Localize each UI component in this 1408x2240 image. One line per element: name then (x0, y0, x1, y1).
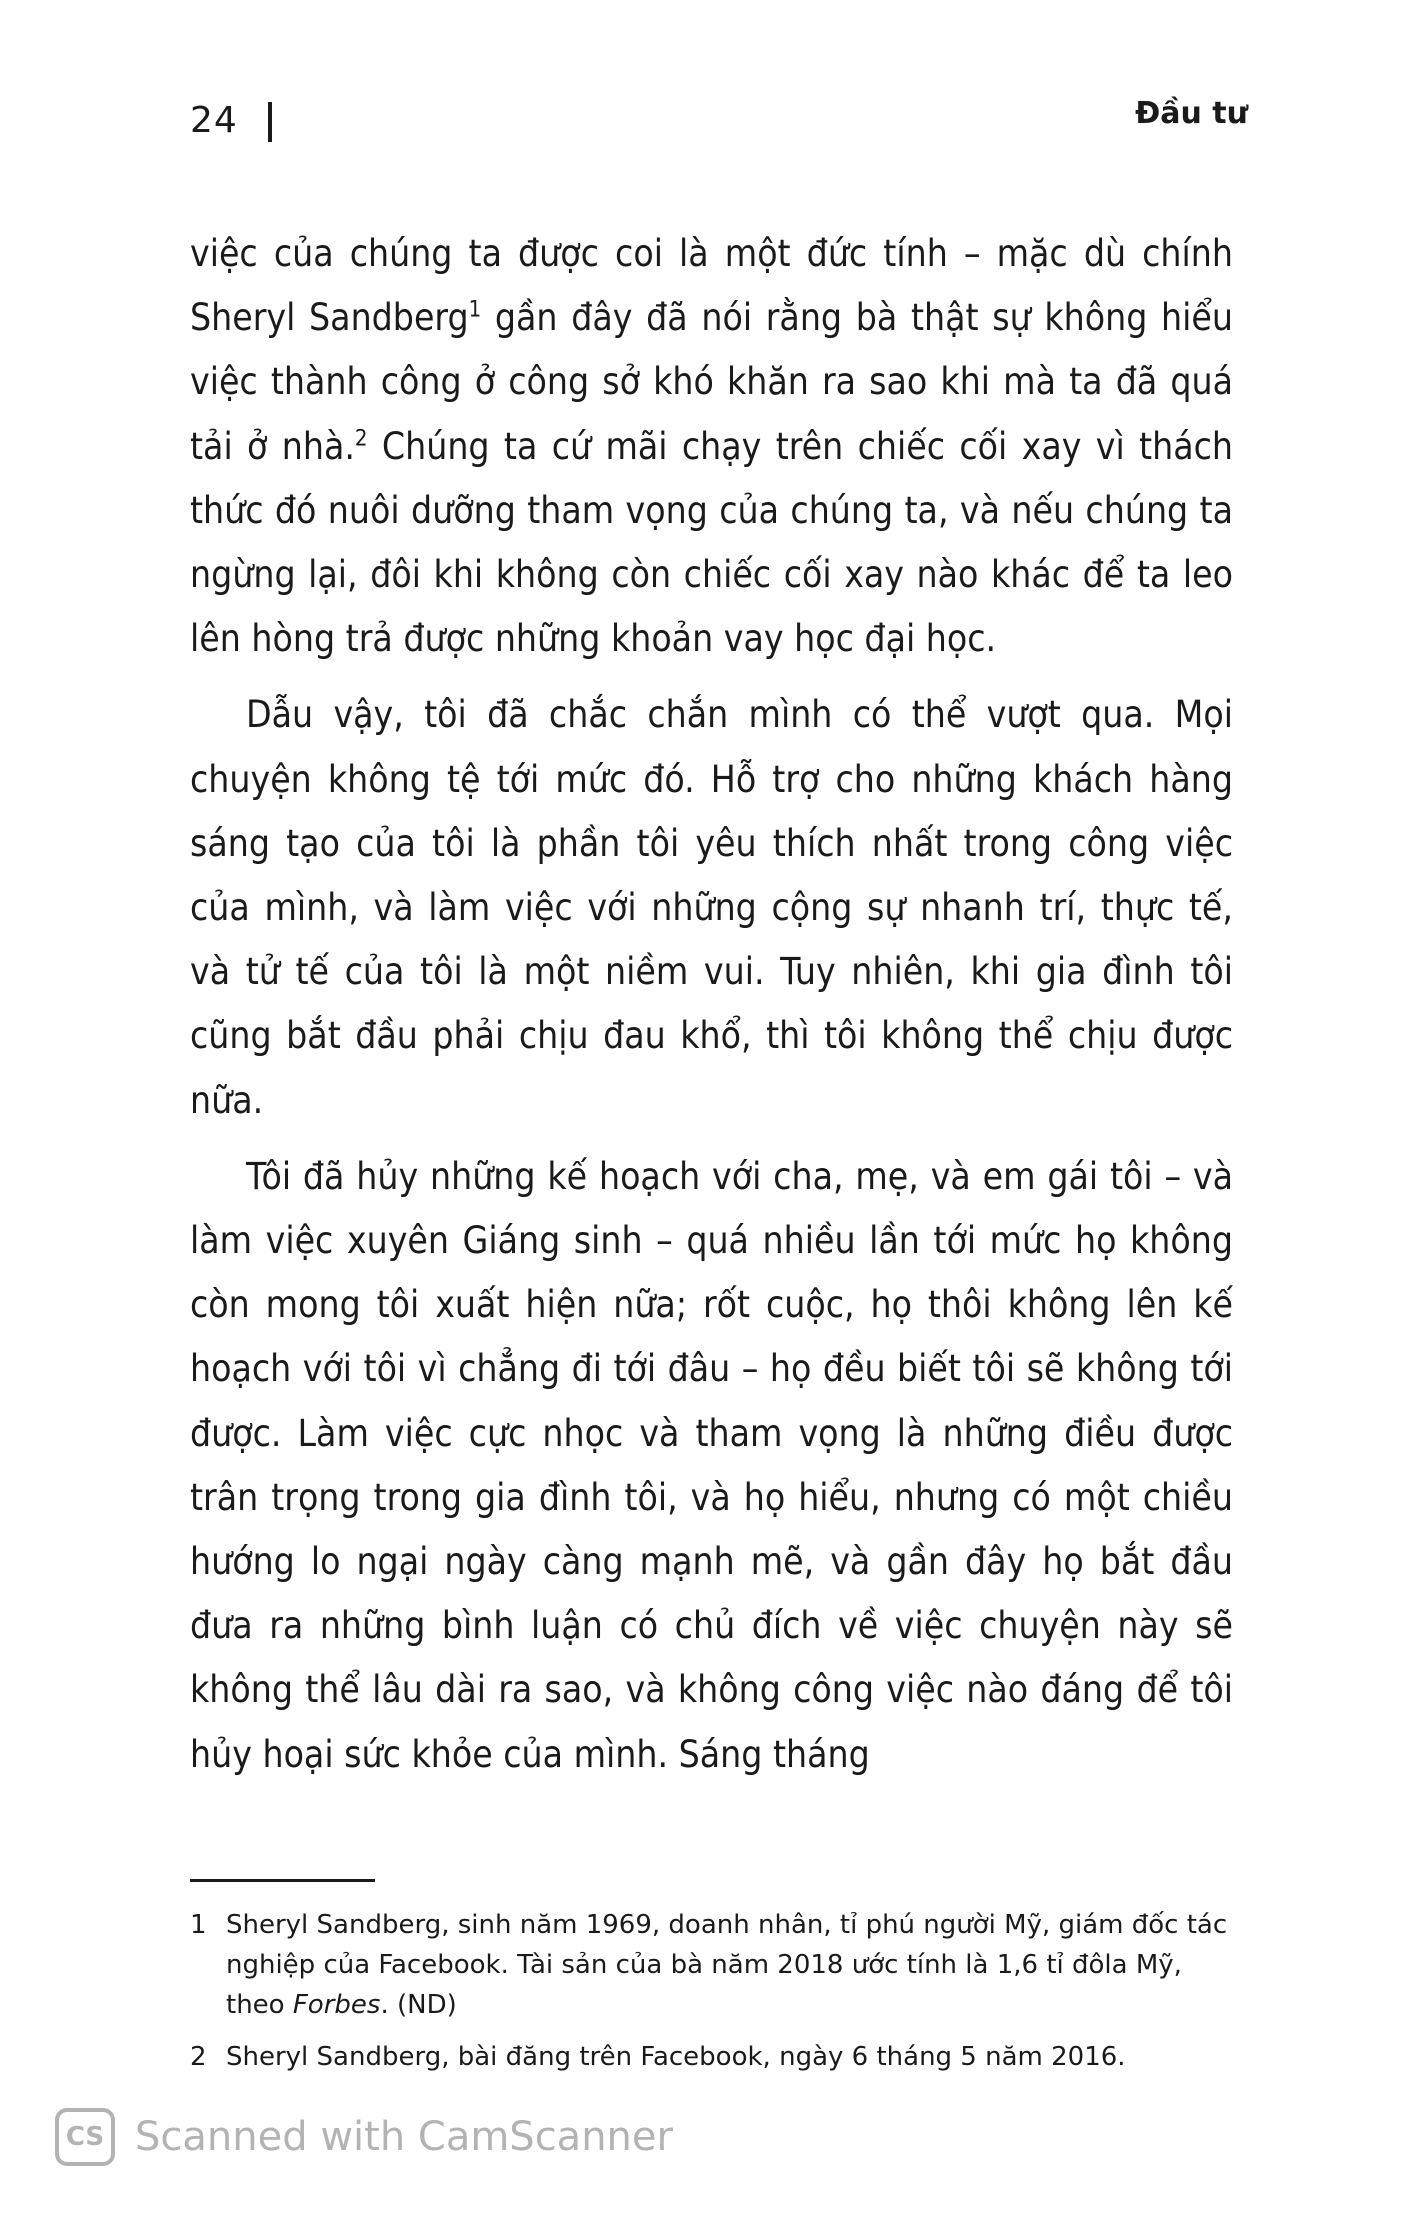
footnote-text: Sheryl Sandberg, bài đăng trên Facebook, ngày 6 tháng 5 năm 2016. (226, 2042, 1126, 2072)
paragraph-1 (190, 222, 1233, 671)
footnote-1 (190, 1905, 1230, 2025)
paragraph-1-part-c: Chúng ta cứ mãi chạy trên chiếc cối xay vì thách thức đó nuôi dưỡng tham vọng của chúng ta, và nếu chúng ta ngừng lại, đôi khi không còn chiếc cối xay nào khác để ta leo lên hòng trả được những khoản vay học đại học. (190, 424, 1233, 661)
paragraph-3: Tôi đã hủy những kế hoạch với cha, mẹ, và em gái tôi – và làm việc xuyên Giáng sinh – quá nhiều lần tới mức họ không còn mong tôi xuất hiện nữa; rốt cuộc, họ thôi không lên kế hoạch với tôi vì chẳng đi tới đâu – họ đều biết tôi sẽ không tới được. Làm việc cực nhọc và tham vọng là những điều được trân trọng trong gia đình tôi, và họ hiểu, nhưng có một chiều hướng lo ngại ngày càng mạnh mẽ, và gần đây họ bắt đầu đưa ra những bình luận có chủ đích về việc chuyện này sẽ không thể lâu dài ra sao, và không công việc nào đáng để tôi hủy hoại sức khỏe của mình. Sáng tháng (190, 1154, 1233, 1776)
footnote-italic-source: Forbes (292, 1990, 381, 2020)
page-number: 24 (190, 100, 238, 141)
footnote-number: 1 (190, 1910, 207, 1940)
footnote-ref-1: 1 (468, 297, 482, 323)
camscanner-logo-icon: CS (55, 2108, 115, 2166)
header-divider (268, 102, 272, 142)
page-header (190, 92, 1248, 152)
paragraph-1-part-b: gần đây đã nói rằng bà thật sự không hiểu việc thành công ở công sở khó khăn ra sao khi mà ta đã quá tải ở nhà. (190, 296, 1233, 468)
camscanner-watermark (55, 2102, 673, 2172)
footnotes (190, 1905, 1230, 2089)
footnote-divider (190, 1879, 375, 1882)
running-head: Đầu tư (1135, 96, 1248, 131)
paragraph-2: Dẫu vậy, tôi đã chắc chắn mình có thể vượt qua. Mọi chuyện không tệ tới mức đó. Hỗ trợ cho những khách hàng sáng tạo của tôi là phần tôi yêu thích nhất trong công việc của mình, và làm việc với những cộng sự nhanh trí, thực tế, và tử tế của tôi là một niềm vui. Tuy nhiên, khi gia đình tôi cũng bắt đầu phải chịu đau khổ, thì tôi không thể chịu được nữa. (190, 693, 1233, 1122)
body-text (190, 222, 1233, 1787)
footnote-text: Sheryl Sandberg, sinh năm 1969, doanh nhân, tỉ phú người Mỹ, giám đốc tác nghiệp của Facebook. Tài sản của bà năm 2018 ước tính là 1,6 tỉ đôla Mỹ, theo (226, 1910, 1228, 2020)
footnote-ref-2: 2 (354, 426, 368, 452)
footnote-2 (190, 2037, 1230, 2077)
footnote-text-end: . (ND) (380, 1990, 457, 2020)
footnote-number: 2 (190, 2042, 207, 2072)
watermark-text: Scanned with CamScanner (135, 2114, 673, 2160)
paragraph-1-part-a: việc của chúng ta được coi là một đức tính – mặc dù chính Sheryl Sandberg (190, 232, 1233, 340)
